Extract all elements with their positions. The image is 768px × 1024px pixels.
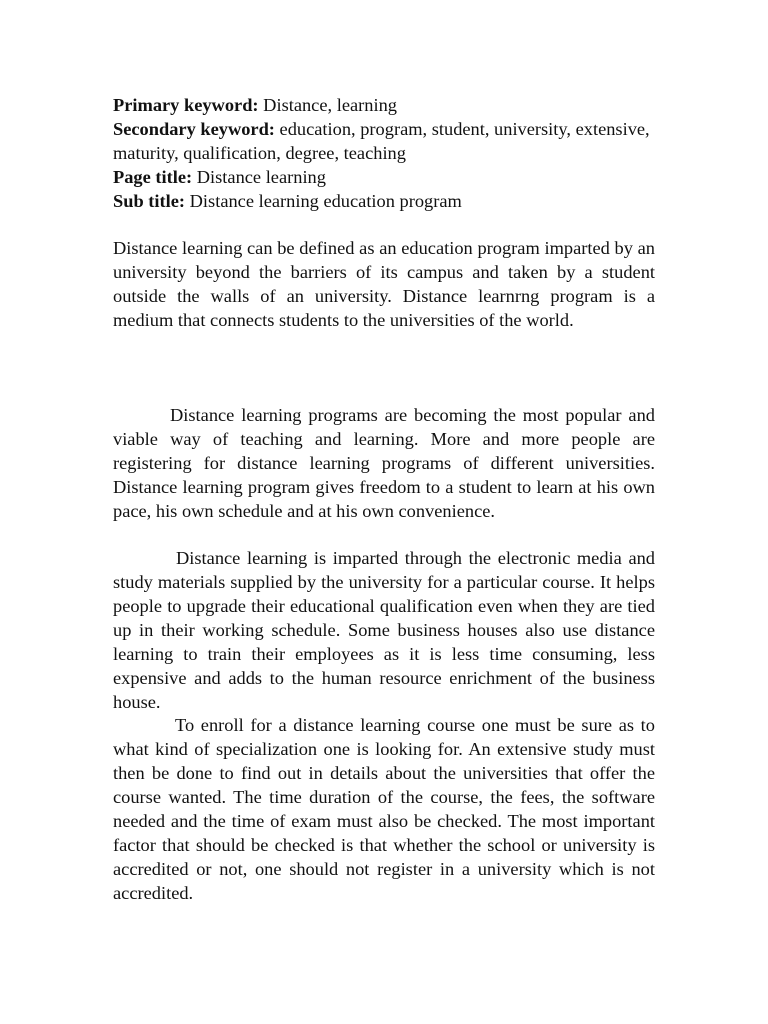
intro-paragraph: Distance learning can be defined as an education program imparted by an university beyond the barriers of its campus and taken by a student outside the walls of an university. Distance learnrng program is a medium that connects students to the universities of the world. — [113, 238, 655, 330]
page-title-value: Distance learning — [196, 167, 326, 187]
secondary-keyword-label: Secondary keyword: — [113, 119, 275, 139]
sub-title-line — [113, 189, 658, 213]
sub-title-value: Distance learning education program — [189, 191, 462, 211]
body-paragraph-3: To enroll for a distance learning course one must be sure as to what kind of specialization one is looking for. An extensive study must then be done to find out in details about the universities that offer the course wanted. The time duration of the course, the fees, the software needed and the time of exam must also be checked. The most important factor that should be checked is that whether the school or university is accredited or not, one should not register in a university which is not accredited. — [113, 715, 655, 903]
secondary-keyword-value: education, program, student, university, extensive, maturity, qualification, degree, teaching — [113, 119, 650, 163]
page-title-line — [113, 165, 658, 189]
body-paragraph-1: Distance learning programs are becoming the most popular and viable way of teaching and learning. More and more people are registering for distance learning programs of different universities. Distance learning program gives freedom to a student to learn at his own pace, his own schedule and at his own convenience. — [113, 405, 655, 521]
sub-title-label: Sub title: — [113, 191, 186, 211]
primary-keyword-value: Distance, learning — [263, 95, 397, 115]
body-paragraph-2: Distance learning is imparted through the electronic media and study materials supplied by the university for a particular course. It helps people to upgrade their educational qualification even when they are tied up in their working schedule. Some business houses also use distance learning to train their employees as it is less time consuming, less expensive and adds to the human resource enrichment of the business house. — [113, 548, 655, 712]
page-title-label: Page title: — [113, 167, 193, 187]
primary-keyword-label: Primary keyword: — [113, 95, 259, 115]
keyword-metadata — [113, 93, 658, 213]
primary-keyword-line — [113, 93, 658, 117]
secondary-keyword-line — [113, 117, 658, 165]
